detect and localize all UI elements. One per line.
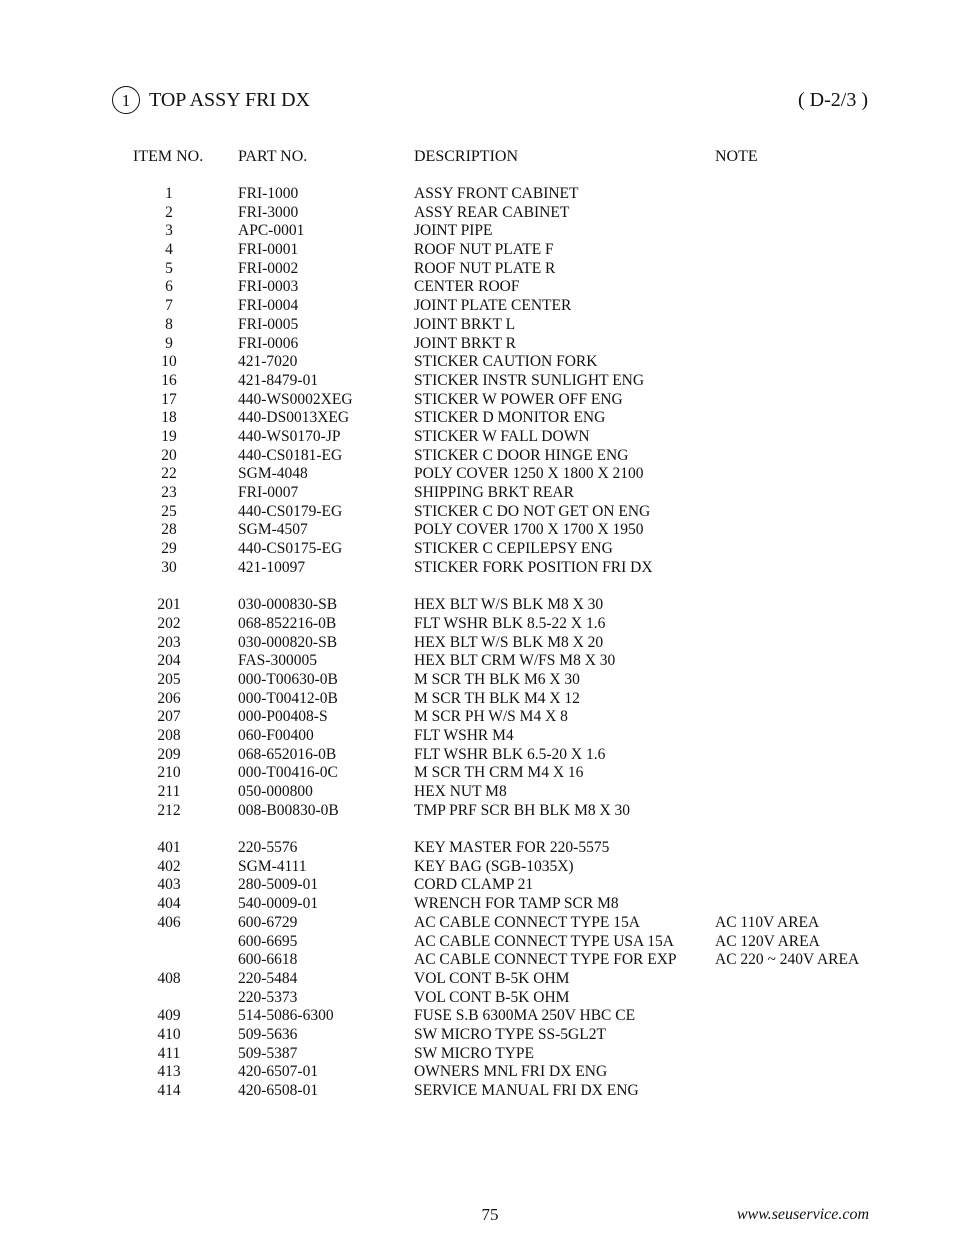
table-row [0,727,954,746]
header-item-no: ITEM NO. [133,148,204,165]
part-number: 509-5636 [238,1025,298,1043]
item-number: 411 [157,1044,181,1062]
part-number: 421-8479-01 [238,371,319,389]
table-row [0,540,954,559]
description: STICKER FORK POSITION FRI DX [414,558,653,576]
item-number: 408 [157,969,181,987]
part-number: 000-T00412-0B [238,689,338,707]
description: STICKER INSTR SUNLIGHT ENG [414,371,645,389]
part-number: FRI-0001 [238,241,299,259]
description: KEY BAG (SGB-1035X) [414,857,574,875]
description: SW MICRO TYPE SS-5GL2T [414,1025,606,1043]
description: CORD CLAMP 21 [414,876,534,894]
item-number: 409 [157,1007,181,1025]
item-number: 19 [161,427,177,445]
header-part-no: PART NO. [238,148,308,165]
item-number: 403 [157,876,181,894]
part-number: 000-P00408-S [238,708,328,726]
part-number: FRI-0002 [238,259,299,277]
part-number: FRI-1000 [238,185,299,202]
description: SW MICRO TYPE [414,1044,535,1062]
table-row [0,372,954,391]
note: AC 120V AREA [715,932,820,950]
table-row [0,802,954,821]
item-number: 402 [157,857,181,875]
table-row [0,1082,954,1101]
description: HEX NUT M8 [414,783,507,800]
item-number: 30 [161,558,177,576]
table-row [0,914,954,933]
table-row [0,970,954,989]
description: M SCR PH W/S M4 X 8 [414,708,568,726]
page-reference: ( D-2/3 ) [798,89,868,111]
description: AC CABLE CONNECT TYPE 15A [414,913,640,931]
item-number: 414 [157,1082,181,1099]
table-row [0,447,954,466]
description: STICKER W FALL DOWN [414,427,590,445]
item-number: 25 [161,502,177,520]
table-row [0,1045,954,1064]
table-row [0,204,954,223]
table-row [0,615,954,634]
table-row [0,839,954,858]
item-number: 20 [161,446,177,464]
table-row [0,951,954,970]
table-row [0,708,954,727]
table-row [0,391,954,410]
item-number: 207 [157,708,181,726]
part-number: 220-5484 [238,969,298,987]
item-number: 28 [161,521,177,539]
part-number: 220-5373 [238,988,298,1006]
description: M SCR TH CRM M4 X 16 [414,764,584,782]
description: ASSY REAR CABINET [414,203,570,221]
table-row [0,521,954,540]
description: WRENCH FOR TAMP SCR M8 [414,895,619,913]
part-number: 600-6618 [238,951,298,969]
description: AC CABLE CONNECT TYPE FOR EXP [414,951,677,969]
part-number: 440-CS0181-EG [238,446,343,464]
description: VOL CONT B-5K OHM [414,988,570,1006]
description: FLT WSHR BLK 6.5-20 X 1.6 [414,745,606,763]
description: HEX BLT CRM W/FS M8 X 30 [414,652,616,670]
part-number: 440-CS0175-EG [238,540,343,558]
description: JOINT PIPE [414,222,493,240]
description: STICKER D MONITOR ENG [414,409,606,427]
item-number: 413 [157,1063,181,1081]
table-row [0,634,954,653]
group-spacer [0,577,954,596]
part-number: 030-000830-SB [238,596,338,614]
description: TMP PRF SCR BH BLK M8 X 30 [414,801,631,819]
part-number: 000-T00630-0B [238,670,338,688]
part-number: SGM-4507 [238,521,308,539]
table-row [0,241,954,260]
part-number: 220-5576 [238,839,298,857]
item-number: 206 [157,689,181,707]
item-number: 205 [157,670,181,688]
description: JOINT BRKT R [414,334,516,352]
description: SERVICE MANUAL FRI DX ENG [414,1082,639,1099]
item-number: 410 [157,1025,181,1043]
part-number: FRI-0004 [238,297,299,315]
item-number: 6 [165,278,173,296]
table-row [0,933,954,952]
column-headers [0,147,954,167]
part-number: 420-6507-01 [238,1063,319,1081]
description: FLT WSHR M4 [414,726,514,744]
item-number: 209 [157,745,181,763]
description: STICKER C CEPILEPSY ENG [414,540,613,558]
item-number: 201 [157,596,181,614]
item-number: 4 [165,241,173,259]
group-spacer [0,820,954,839]
item-number: 23 [161,484,177,501]
description: POLY COVER 1700 X 1700 X 1950 [414,521,644,539]
description: ASSY FRONT CABINET [414,185,579,202]
table-row [0,409,954,428]
table-row [0,335,954,354]
table-row [0,876,954,895]
part-number: 421-7020 [238,353,298,371]
parts-list [0,185,954,1101]
description: FLT WSHR BLK 8.5-22 X 1.6 [414,614,606,632]
item-number: 8 [165,315,173,333]
section-number-circle: 1 [112,86,140,114]
part-number: 068-852216-0B [238,614,337,632]
part-number: 420-6508-01 [238,1082,319,1099]
table-row [0,503,954,522]
item-number: 401 [157,839,181,857]
table-row [0,746,954,765]
table-row [0,222,954,241]
part-number: SGM-4111 [238,857,307,875]
part-number: FRI-3000 [238,203,299,221]
table-row [0,671,954,690]
part-number: 421-10097 [238,558,306,576]
description: FUSE S.B 6300MA 250V HBC CE [414,1007,636,1025]
item-number: 203 [157,633,181,651]
item-number: 16 [161,371,177,389]
part-number: 440-CS0179-EG [238,502,343,520]
website-url: www.seuservice.com [736,1206,869,1223]
description: JOINT BRKT L [414,315,516,333]
table-row [0,690,954,709]
part-number: 060-F00400 [238,726,314,744]
item-number: 22 [161,465,177,483]
part-number: FRI-0005 [238,315,299,333]
table-row [0,316,954,335]
part-number: FRI-0006 [238,334,299,352]
header-note: NOTE [715,148,758,165]
item-number: 17 [161,390,177,408]
page-number: 75 [481,1205,499,1224]
table-row [0,1063,954,1082]
table-row [0,895,954,914]
part-number: FRI-0003 [238,278,299,296]
table-row [0,353,954,372]
description: JOINT PLATE CENTER [414,297,572,315]
note: AC 220 ~ 240V AREA [715,951,860,969]
description: VOL CONT B-5K OHM [414,969,570,987]
part-number: 050-000800 [238,783,313,800]
part-number: 440-WS0002XEG [238,390,353,408]
description: M SCR TH BLK M4 X 12 [414,689,580,707]
description: STICKER C DO NOT GET ON ENG [414,502,651,520]
item-number: 7 [165,297,173,315]
item-number: 29 [161,540,177,558]
table-row [0,596,954,615]
table-row [0,484,954,503]
section-header [112,86,868,116]
item-number: 18 [161,409,177,427]
part-number: 509-5387 [238,1044,298,1062]
table-row [0,297,954,316]
part-number: 440-WS0170-JP [238,427,341,445]
part-number: 440-DS0013XEG [238,409,350,427]
item-number: 208 [157,726,181,744]
description: POLY COVER 1250 X 1800 X 2100 [414,465,644,483]
table-row [0,764,954,783]
description: ROOF NUT PLATE F [414,241,554,259]
description: STICKER W POWER OFF ENG [414,390,623,408]
section-title: TOP ASSY FRI DX [149,89,310,111]
description: M SCR TH BLK M6 X 30 [414,670,580,688]
item-number: 5 [165,259,173,277]
item-number: 2 [165,203,173,221]
table-row [0,858,954,877]
part-number: 600-6729 [238,913,298,931]
table-row [0,1026,954,1045]
table-row [0,783,954,802]
description: HEX BLT W/S BLK M8 X 30 [414,596,604,614]
part-number: 008-B00830-0B [238,801,339,819]
table-row [0,428,954,447]
header-description: DESCRIPTION [414,148,519,165]
description: STICKER CAUTION FORK [414,353,598,371]
item-number: 3 [165,222,173,240]
description: STICKER C DOOR HINGE ENG [414,446,629,464]
table-row [0,465,954,484]
table-row [0,278,954,297]
part-number: 600-6695 [238,932,298,950]
item-number: 406 [157,913,181,931]
note: AC 110V AREA [715,913,820,931]
description: CENTER ROOF [414,278,520,296]
table-row [0,989,954,1008]
table-row [0,652,954,671]
part-number: FAS-300005 [238,652,317,670]
part-number: FRI-0007 [238,484,299,501]
item-number: 202 [157,614,181,632]
item-number: 211 [157,783,181,800]
part-number: 514-5086-6300 [238,1007,334,1025]
part-number: SGM-4048 [238,465,308,483]
part-number: 030-000820-SB [238,633,338,651]
part-number: 280-5009-01 [238,876,319,894]
part-number: 540-0009-01 [238,895,319,913]
description: SHIPPING BRKT REAR [414,484,574,501]
description: HEX BLT W/S BLK M8 X 20 [414,633,604,651]
item-number: 204 [157,652,181,670]
table-row [0,1007,954,1026]
description: AC CABLE CONNECT TYPE USA 15A [414,932,674,950]
description: KEY MASTER FOR 220-5575 [414,839,610,857]
description: OWNERS MNL FRI DX ENG [414,1063,608,1081]
table-row [0,185,954,204]
item-number: 210 [157,764,181,782]
item-number: 404 [157,895,181,913]
part-number: APC-0001 [238,222,305,240]
item-number: 212 [157,801,181,819]
item-number: 9 [165,334,173,352]
item-number: 10 [161,353,177,371]
item-number: 1 [165,185,173,202]
description: ROOF NUT PLATE R [414,259,556,277]
part-number: 000-T00416-0C [238,764,338,782]
table-row [0,559,954,578]
table-row [0,260,954,279]
part-number: 068-652016-0B [238,745,337,763]
